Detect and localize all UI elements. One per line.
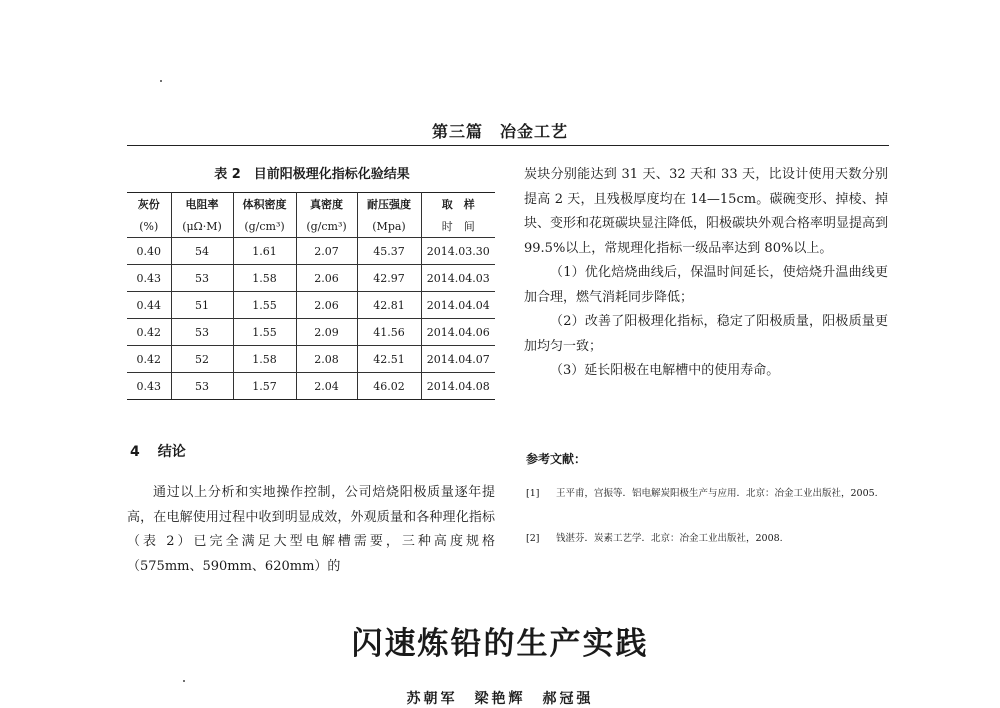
reference-text: 钱湛芬．炭素工艺学．北京：冶金工业出版社，2008. — [556, 533, 783, 544]
reference-item — [526, 484, 892, 504]
section-number: 4 — [130, 444, 140, 460]
reference-item — [526, 529, 892, 549]
table-cell: 2014.04.06 — [421, 319, 495, 346]
table-cell: 2.07 — [296, 238, 357, 265]
table-cell: 1.55 — [233, 292, 296, 319]
table-cell: 2.06 — [296, 292, 357, 319]
table-cell: 53 — [171, 319, 233, 346]
list-item: （1）优化焙烧曲线后，保温时间延长，使焙烧升温曲线更加合理，燃气消耗同步降低； — [524, 265, 888, 305]
section-title: 结论 — [157, 444, 186, 460]
header-cell: 真密度 — [296, 193, 357, 216]
table-header-row — [127, 193, 495, 216]
table-cell: 2014.04.03 — [421, 265, 495, 292]
scan-speck — [183, 680, 185, 682]
table-caption: 表 2 目前阳极理化指标化验结果 — [214, 167, 410, 182]
table-cell: 0.40 — [127, 238, 171, 265]
reference-number: [1] — [526, 488, 540, 499]
unit-cell: (g/cm³) — [296, 215, 357, 238]
next-article-authors: 苏朝军 梁艳辉 郝冠强 — [406, 691, 594, 707]
table-cell: 42.81 — [357, 292, 421, 319]
conclusion-heading — [130, 441, 186, 461]
table-row — [127, 238, 495, 265]
reference-number: [2] — [526, 533, 540, 544]
table-cell: 51 — [171, 292, 233, 319]
table-row — [127, 292, 495, 319]
table-cell: 2014.04.08 — [421, 373, 495, 400]
table-cell: 0.42 — [127, 346, 171, 373]
table-cell: 2014.04.04 — [421, 292, 495, 319]
table-cell: 2014.04.07 — [421, 346, 495, 373]
unit-cell: 时 间 — [421, 215, 495, 238]
table-cell: 0.42 — [127, 319, 171, 346]
table-cell: 2014.03.30 — [421, 238, 495, 265]
continuation-paragraph: 炭块分别能达到 31 天、32 天和 33 天，比设计使用天数分别提高 2 天，且残极厚度均在 14—15cm。碳碗变形、掉棱、掉块、变形和花斑碳块显注降低，阳极碳块外观合格率明显提高到 99.5%以上，常规理化指标一级品率达到 80%以上。 — [524, 167, 889, 256]
header-cell: 耐压强度 — [357, 193, 421, 216]
references-heading: 参考文献： — [526, 452, 587, 466]
table-cell: 41.56 — [357, 319, 421, 346]
header-cell: 灰份 — [127, 193, 171, 216]
table-cell: 2.08 — [296, 346, 357, 373]
next-article-title: 闪速炼铅的生产实践 — [351, 626, 649, 662]
table-cell: 42.51 — [357, 346, 421, 373]
table-cell: 1.57 — [233, 373, 296, 400]
section-header: 第三篇 冶金工艺 — [431, 122, 568, 141]
table-cell: 0.43 — [127, 373, 171, 400]
header-cell: 体积密度 — [233, 193, 296, 216]
table-row — [127, 346, 495, 373]
scan-speck — [160, 80, 162, 82]
results-table — [127, 192, 495, 400]
table-cell: 1.61 — [233, 238, 296, 265]
header-cell: 电阻率 — [171, 193, 233, 216]
table-cell: 45.37 — [357, 238, 421, 265]
header-cell: 取 样 — [421, 193, 495, 216]
table-cell: 2.09 — [296, 319, 357, 346]
unit-cell: (μΩ·M) — [171, 215, 233, 238]
unit-cell: (g/cm³) — [233, 215, 296, 238]
table-cell: 1.58 — [233, 265, 296, 292]
list-item: （3）延长阳极在电解槽中的使用寿命。 — [550, 363, 780, 378]
header-rule — [127, 145, 889, 146]
table-row — [127, 265, 495, 292]
table-cell: 0.44 — [127, 292, 171, 319]
conclusion-paragraph: 通过以上分析和实地操作控制，公司焙烧阳极质量逐年提高，在电解使用过程中收到明显成效，外观质量和各种理化指标（表 2）已完全满足大型电解槽需要，三种高度规格（575mm、590mm、620mm）的 — [127, 485, 495, 574]
unit-cell: (%) — [127, 215, 171, 238]
left-column — [127, 481, 495, 579]
table-cell: 53 — [171, 373, 233, 400]
table-row — [127, 319, 495, 346]
right-column — [524, 163, 888, 384]
table-cell: 0.43 — [127, 265, 171, 292]
table-cell: 53 — [171, 265, 233, 292]
table-cell: 2.06 — [296, 265, 357, 292]
table-unit-row — [127, 215, 495, 238]
table-cell: 1.55 — [233, 319, 296, 346]
table-row — [127, 373, 495, 400]
table-cell: 46.02 — [357, 373, 421, 400]
list-item: （2）改善了阳极理化指标，稳定了阳极质量，阳极质量更加均匀一致； — [524, 314, 888, 354]
reference-text: 王平甫，宫振等．铝电解炭阳极生产与应用．北京：冶金工业出版社，2005. — [556, 488, 878, 499]
unit-cell: (Mpa) — [357, 215, 421, 238]
table-cell: 52 — [171, 346, 233, 373]
table-cell: 2.04 — [296, 373, 357, 400]
table-cell: 1.58 — [233, 346, 296, 373]
table-cell: 54 — [171, 238, 233, 265]
table-cell: 42.97 — [357, 265, 421, 292]
